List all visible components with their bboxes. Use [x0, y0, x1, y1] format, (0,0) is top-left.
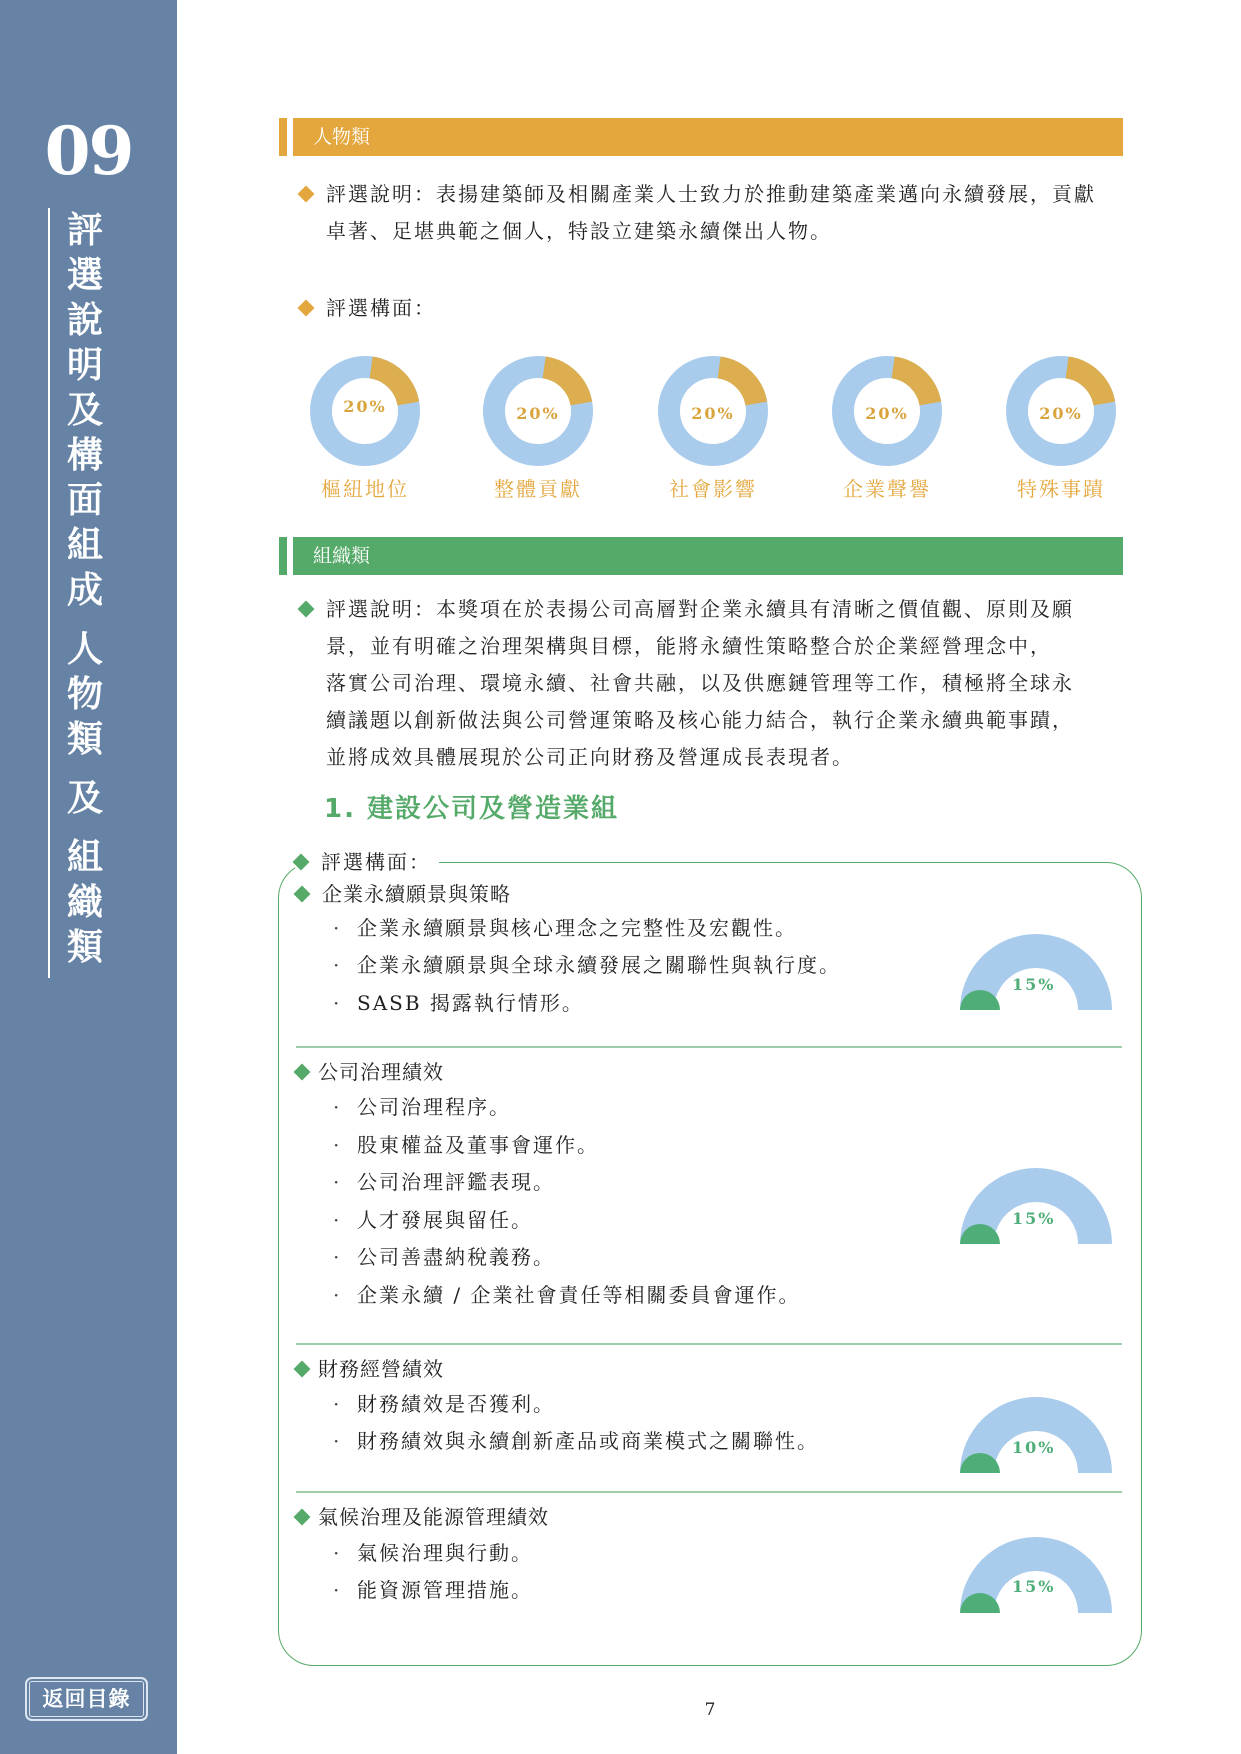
- criteria-item: · 企業永續願景與核心理念之完整性及宏觀性。: [333, 916, 797, 940]
- weight-gauge: [958, 928, 1114, 1012]
- criteria-item: · 財務績效是否獲利。: [333, 1392, 555, 1416]
- sidebar-title-char: 面: [66, 480, 103, 521]
- diamond-bullet-icon: [298, 600, 315, 617]
- bullet-dot-icon: ·: [333, 1095, 342, 1119]
- orgs-category-label: 組織類: [313, 545, 371, 567]
- criteria-item: · 財務績效與永續創新產品或商業模式之關聯性。: [333, 1429, 819, 1453]
- back-to-contents-button[interactable]: 返回目錄: [25, 1677, 148, 1721]
- criteria-item: · 人才發展與留任。: [333, 1208, 533, 1232]
- bullet-dot-icon: ·: [333, 1429, 342, 1453]
- sidebar-subtitle-char: 物: [66, 674, 103, 715]
- bullet-dot-icon: ·: [333, 991, 342, 1015]
- criteria-item: · SASB 揭露執行情形。: [333, 991, 584, 1015]
- bullet-dot-icon: ·: [333, 1133, 342, 1157]
- sidebar-tail-char: 類: [66, 927, 103, 968]
- donut-percent: 20%: [1039, 404, 1083, 423]
- orgs-category-bar: [279, 537, 1123, 575]
- group-divider: [296, 1343, 1122, 1345]
- gauge-percent: 10%: [1012, 1438, 1056, 1457]
- donut-chart: [831, 355, 943, 471]
- persons-criteria-heading: [300, 290, 436, 327]
- orgs-description: [300, 591, 1074, 776]
- persons-criteria-label: 評選構面：: [326, 296, 436, 320]
- donut-percent: 20%: [865, 404, 909, 423]
- chapter-number: 09: [44, 112, 133, 190]
- persons-category-bar: [279, 118, 1123, 156]
- sidebar-title-char: 選: [66, 255, 103, 296]
- donut-label: 整體貢獻: [494, 477, 582, 501]
- gauge-percent: 15%: [1012, 1209, 1056, 1228]
- donut-label: 特殊事蹟: [1017, 477, 1105, 501]
- diamond-bullet-icon: [298, 299, 315, 316]
- criteria-group-title: 氣候治理及能源管理績效: [296, 1501, 549, 1530]
- orgs-desc-line: 景，並有明確之治理架構與目標，能將永續性策略整合於企業經營理念中，: [326, 634, 1052, 658]
- bullet-dot-icon: ·: [333, 1283, 342, 1307]
- page-number: 7: [704, 1700, 716, 1720]
- sidebar-rule: [48, 208, 50, 978]
- donut-percent: 20%: [516, 404, 560, 423]
- donut-label: 企業聲譽: [843, 477, 931, 501]
- orgs-criteria-label: 評選構面：: [321, 850, 431, 874]
- orgs-desc-line: 落實公司治理、環境永續、社會共融，以及供應鏈管理等工作，積極將全球永: [326, 671, 1074, 695]
- sidebar-title-char: 說: [66, 300, 103, 341]
- diamond-bullet-icon: [294, 1508, 311, 1525]
- weight-gauge: [958, 1162, 1114, 1246]
- orgs-subheading: 1. 建設公司及營造業組: [324, 794, 620, 824]
- bullet-dot-icon: ·: [333, 1208, 342, 1232]
- sidebar-title-char: 成: [66, 570, 103, 611]
- gauge-percent: 15%: [1012, 975, 1056, 994]
- criteria-item: · 企業永續 / 企業社會責任等相關委員會運作。: [333, 1283, 801, 1307]
- persons-desc-line: 評選說明：表揚建築師及相關產業人士致力於推動建築產業邁向永續發展，貢獻: [326, 182, 1096, 206]
- sidebar-title-char: 明: [66, 345, 103, 386]
- diamond-bullet-icon: [294, 885, 311, 902]
- criteria-group-title: 財務經營績效: [296, 1353, 444, 1382]
- sidebar-subtitle-char: 人: [66, 629, 103, 670]
- bullet-dot-icon: ·: [333, 1578, 342, 1602]
- criteria-item: · 股東權益及董事會運作。: [333, 1133, 599, 1157]
- group-divider: [296, 1046, 1122, 1048]
- orgs-criteria-heading: [295, 846, 439, 875]
- donut-percent: 20%: [691, 404, 735, 423]
- persons-category-label: 人物類: [313, 126, 371, 148]
- bullet-dot-icon: ·: [333, 1392, 342, 1416]
- donut-chart: [309, 355, 421, 471]
- persons-description: [300, 176, 1096, 250]
- sidebar-subtitle-char: 類: [66, 719, 103, 760]
- sidebar-title: [62, 208, 108, 970]
- gauge-percent: 15%: [1012, 1577, 1056, 1596]
- criteria-item: · 企業永續願景與全球永續發展之關聯性與執行度。: [333, 953, 841, 977]
- criteria-item: · 氣候治理與行動。: [333, 1541, 533, 1565]
- criteria-group-title: 公司治理績效: [296, 1056, 444, 1085]
- bullet-dot-icon: ·: [333, 1170, 342, 1194]
- sidebar-title-char: 組: [66, 525, 103, 566]
- sidebar: [0, 0, 177, 1754]
- criteria-item: · 公司善盡納稅義務。: [333, 1245, 555, 1269]
- bullet-dot-icon: ·: [333, 1541, 342, 1565]
- weight-gauge: [958, 1391, 1114, 1475]
- group-divider: [296, 1491, 1122, 1493]
- orgs-desc-line: 評選說明：本獎項在於表揚公司高層對企業永續具有清晰之價值觀、原則及願: [326, 597, 1074, 621]
- bullet-dot-icon: ·: [333, 953, 342, 977]
- sidebar-tail-char: 織: [66, 882, 103, 923]
- criteria-item: · 公司治理評鑑表現。: [333, 1170, 555, 1194]
- orgs-desc-line: 並將成效具體展現於公司正向財務及營運成長表現者。: [326, 745, 854, 769]
- criteria-group-title: 企業永續願景與策略: [296, 878, 511, 907]
- criteria-item: · 公司治理程序。: [333, 1095, 511, 1119]
- weight-gauge: [958, 1531, 1114, 1615]
- diamond-bullet-icon: [293, 853, 310, 870]
- diamond-bullet-icon: [298, 185, 315, 202]
- diamond-bullet-icon: [294, 1063, 311, 1080]
- sidebar-title-char: 及: [66, 390, 103, 431]
- orgs-desc-line: 續議題以創新做法與公司營運策略及核心能力結合，執行企業永續典範事蹟，: [326, 708, 1074, 732]
- donut-label: 社會影響: [669, 477, 757, 501]
- donut-label: 樞紐地位: [321, 477, 409, 501]
- donut-chart: [1005, 355, 1117, 471]
- sidebar-tail-char: 組: [66, 837, 103, 878]
- persons-desc-line: 卓著、足堪典範之個人，特設立建築永續傑出人物。: [326, 219, 832, 243]
- donut-percent: 20%: [343, 397, 387, 416]
- bullet-dot-icon: ·: [333, 1245, 342, 1269]
- sidebar-title-char: 構: [66, 435, 103, 476]
- sidebar-title-char: 評: [66, 210, 103, 251]
- donut-chart: [657, 355, 769, 471]
- diamond-bullet-icon: [294, 1360, 311, 1377]
- criteria-item: · 能資源管理措施。: [333, 1578, 533, 1602]
- bullet-dot-icon: ·: [333, 916, 342, 940]
- sidebar-connector-char: 及: [66, 778, 103, 819]
- donut-chart: [482, 355, 594, 471]
